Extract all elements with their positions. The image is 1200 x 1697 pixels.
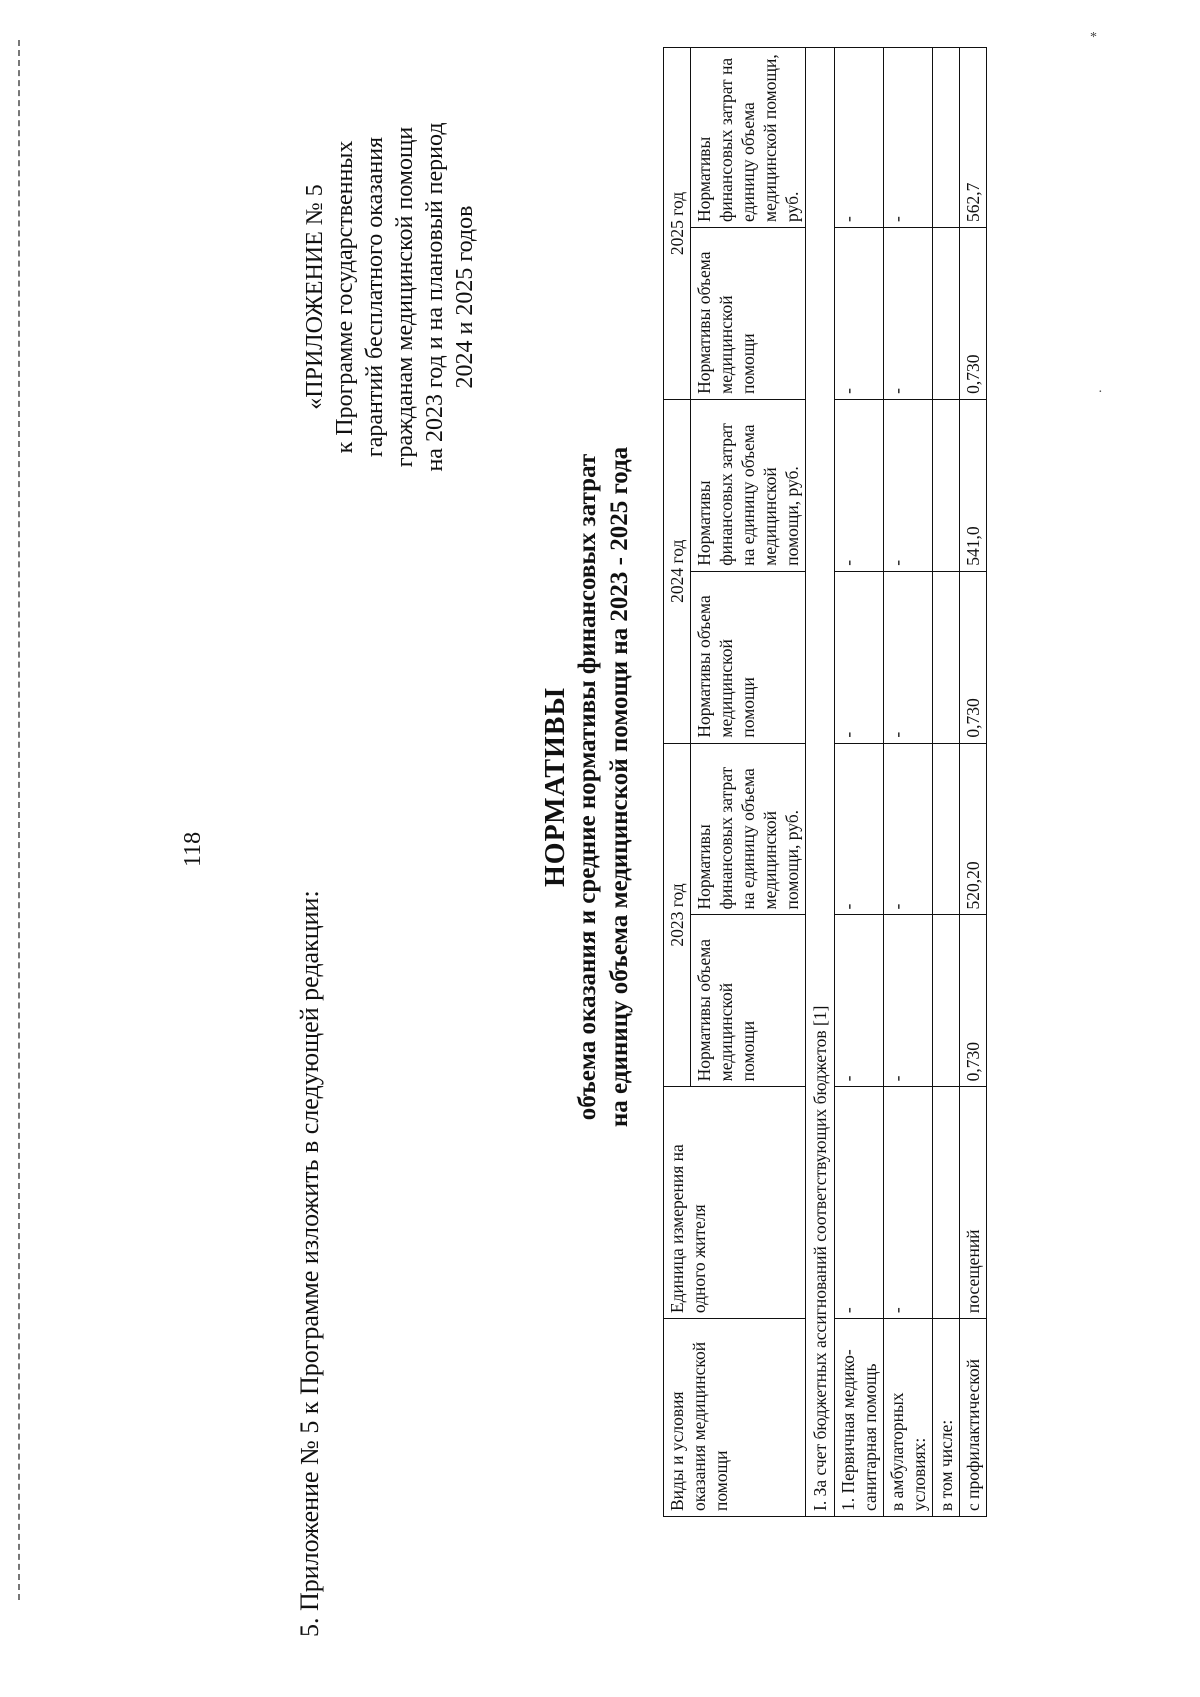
table-row (933, 48, 960, 1517)
header-unit: Единица измерения на одного жителя (664, 1087, 806, 1319)
appendix-line: 2024 и 2025 годов (452, 205, 478, 389)
header-volume-2025: Нормативы объема медицинской помощи (691, 227, 806, 399)
section-title: I. За счет бюджетных ассигнований соответствующих бюджетов [1] (806, 48, 835, 1517)
row-volume-2025: - (835, 227, 884, 399)
row-unit: посещений (960, 1087, 987, 1319)
row-cost-2023: - (835, 743, 884, 915)
appendix-line: к Программе государственных (332, 140, 358, 454)
row-volume-2023: - (835, 915, 884, 1087)
row-cost-2025: - (884, 48, 933, 228)
row-name: 1. Первичная медико-санитарная помощь (835, 1319, 884, 1517)
appendix-line: на 2023 год и на плановый период (422, 122, 448, 472)
row-cost-2024: - (835, 399, 884, 571)
header-cost-2023: Нормативы финансовых затрат на единицу объема медицинской помощи, руб. (691, 743, 806, 915)
header-kind: Виды и условия оказания медицинской помощи (664, 1319, 806, 1517)
row-volume-2025 (933, 227, 960, 399)
row-volume-2023 (933, 915, 960, 1087)
row-unit: - (835, 1087, 884, 1319)
row-name: с профилактической (960, 1319, 987, 1517)
intro-text: 5. Приложение № 5 к Программе изложить в следующей редакции: (295, 890, 324, 1637)
row-name: в амбулаторных условиях: (884, 1319, 933, 1517)
row-unit (933, 1087, 960, 1319)
row-volume-2024: - (835, 571, 884, 743)
document-title (540, 437, 636, 1137)
scan-speck: · (1098, 385, 1103, 400)
row-cost-2025: - (835, 48, 884, 228)
header-volume-2024: Нормативы объема медицинской помощи (691, 571, 806, 743)
appendix-line: гражданам медицинской помощи (392, 126, 418, 468)
row-cost-2023: - (884, 743, 933, 915)
scan-edge-line (18, 40, 20, 1600)
row-cost-2024: - (884, 399, 933, 571)
title-line: на единицу объема медицинской помощи на 2023 - 2025 года (606, 446, 633, 1128)
row-volume-2024 (933, 571, 960, 743)
row-name: в том числе: (933, 1319, 960, 1517)
appendix-header (300, 87, 480, 507)
header-year-2024: 2024 год (664, 399, 691, 743)
header-cost-2025: Нормативы финансовых затрат на единицу объема медицинской помощи, руб. (691, 48, 806, 228)
title-main: НОРМАТИВЫ (540, 687, 571, 887)
row-volume-2023: 0,730 (960, 915, 987, 1087)
norms-table (663, 47, 987, 1517)
row-cost-2023 (933, 743, 960, 915)
row-cost-2024 (933, 399, 960, 571)
row-cost-2025 (933, 48, 960, 228)
header-year-2023: 2023 год (664, 743, 691, 1087)
appendix-line: гарантий бесплатного оказания (362, 136, 388, 458)
header-row (664, 48, 691, 1517)
row-volume-2024: 0,730 (960, 571, 987, 743)
row-unit: - (884, 1087, 933, 1319)
table-row (835, 48, 884, 1517)
table-row (960, 48, 987, 1517)
appendix-title: «ПРИЛОЖЕНИЕ № 5 (302, 184, 328, 410)
row-cost-2023: 520,20 (960, 743, 987, 915)
row-volume-2023: - (884, 915, 933, 1087)
table-row (884, 48, 933, 1517)
page-number: 118 (180, 831, 206, 867)
header-cost-2024: Нормативы финансовых затрат на единицу объема медицинской помощи, руб. (691, 399, 806, 571)
title-line: объема оказания и средние нормативы финансовых затрат (574, 453, 601, 1121)
header-year-2025: 2025 год (664, 48, 691, 400)
scan-speck: * (1090, 30, 1097, 45)
section-row (806, 48, 835, 1517)
row-volume-2024: - (884, 571, 933, 743)
row-volume-2025: 0,730 (960, 227, 987, 399)
row-volume-2025: - (884, 227, 933, 399)
row-cost-2025: 562,7 (960, 48, 987, 228)
row-cost-2024: 541,0 (960, 399, 987, 571)
rotated-page (60, 54, 1200, 1637)
header-volume-2023: Нормативы объема медицинской помощи (691, 915, 806, 1087)
